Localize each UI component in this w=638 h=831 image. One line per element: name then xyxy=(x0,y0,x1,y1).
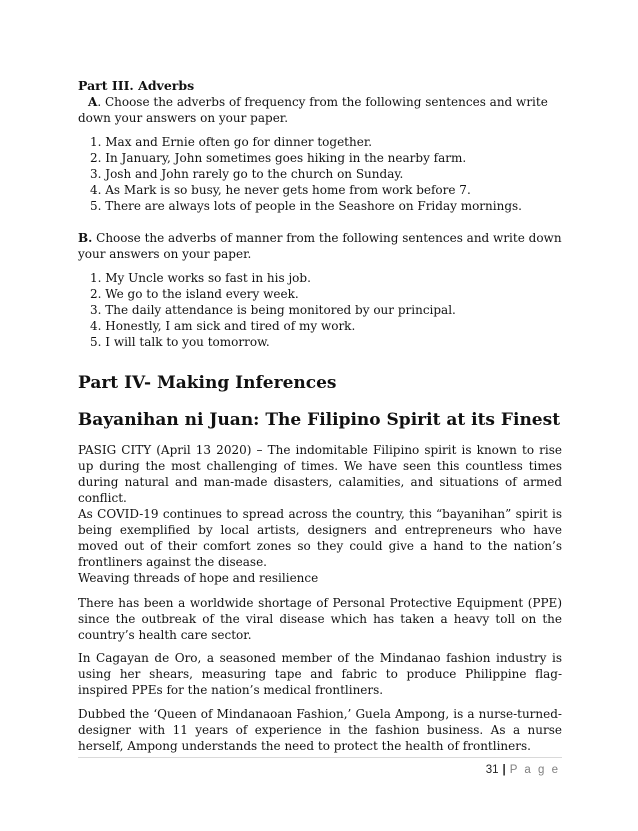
section-a-label: A xyxy=(88,95,98,109)
article-subheading: Weaving threads of hope and resilience xyxy=(78,571,319,585)
list-item: 3. Josh and John rarely go to the church on Sunday. xyxy=(90,167,404,181)
article-paragraph: PASIG CITY (April 13 2020) – The indomitable Filipino spirit is known to rise up during the most challenging of times. We have seen this countless times during natural and man-made disasters, calamities, and situations of armed conflict. xyxy=(78,443,562,505)
footer-divider xyxy=(78,757,562,758)
list-item: 4. Honestly, I am sick and tired of my work. xyxy=(90,319,356,333)
section-b-label: B. xyxy=(78,231,93,245)
page-number: 31 xyxy=(485,764,499,776)
page-label: P a g e xyxy=(509,764,560,776)
article-paragraph: Dubbed the ‘Queen of Mindanaoan Fashion,’ Guela Ampong, is a nurse-turned-designer with 11 years of experience in the fashion business. As a nurse herself, Ampong understands the need to protect the health of frontliners. xyxy=(78,707,562,753)
part-iii-heading: Part III. Adverbs xyxy=(78,78,195,93)
list-item: 2. We go to the island every week. xyxy=(90,287,299,301)
part-iv-heading: Part IV- Making Inferences xyxy=(78,373,337,393)
list-item: 2. In January, John sometimes goes hiking in the nearby farm. xyxy=(90,151,467,165)
section-b-instruction xyxy=(78,230,568,262)
page-footer xyxy=(486,764,560,776)
list-item: 1. Max and Ernie often go for dinner together. xyxy=(90,135,373,149)
list-item: 5. I will talk to you tomorrow. xyxy=(90,335,270,349)
section-a-text: . Choose the adverbs of frequency from the following sentences and write down your answers on your paper. xyxy=(78,95,548,125)
footer-separator: | xyxy=(502,764,506,776)
frequency-adverb-list xyxy=(90,134,522,214)
article-headline: Bayanihan ni Juan: The Filipino Spirit at its Finest xyxy=(77,410,561,430)
section-a-instruction xyxy=(78,94,568,126)
manner-adverb-list xyxy=(90,270,456,350)
list-item: 1. My Uncle works so fast in his job. xyxy=(90,271,311,285)
list-item: 3. The daily attendance is being monitored by our principal. xyxy=(90,303,456,317)
list-item: 4. As Mark is so busy, he never gets home from work before 7. xyxy=(90,183,471,197)
article-paragraph: There has been a worldwide shortage of Personal Protective Equipment (PPE) since the outbreak of the viral disease which has taken a heavy toll on the country’s health care sector. xyxy=(78,596,562,642)
list-item: 5. There are always lots of people in the Seashore on Friday mornings. xyxy=(90,199,522,213)
article-paragraph: As COVID-19 continues to spread across the country, this “bayanihan” spirit is being exemplified by local artists, designers and entrepreneurs who have moved out of their comfort zones so they could give a hand to the nation’s frontliners against the disease. xyxy=(78,507,562,569)
section-b-text: Choose the adverbs of manner from the following sentences and write down your answers on your paper. xyxy=(78,231,562,261)
article-paragraph: In Cagayan de Oro, a seasoned member of the Mindanao fashion industry is using her shears, measuring tape and fabric to produce Philippine flag-inspired PPEs for the nation’s medical frontliners. xyxy=(78,651,562,697)
